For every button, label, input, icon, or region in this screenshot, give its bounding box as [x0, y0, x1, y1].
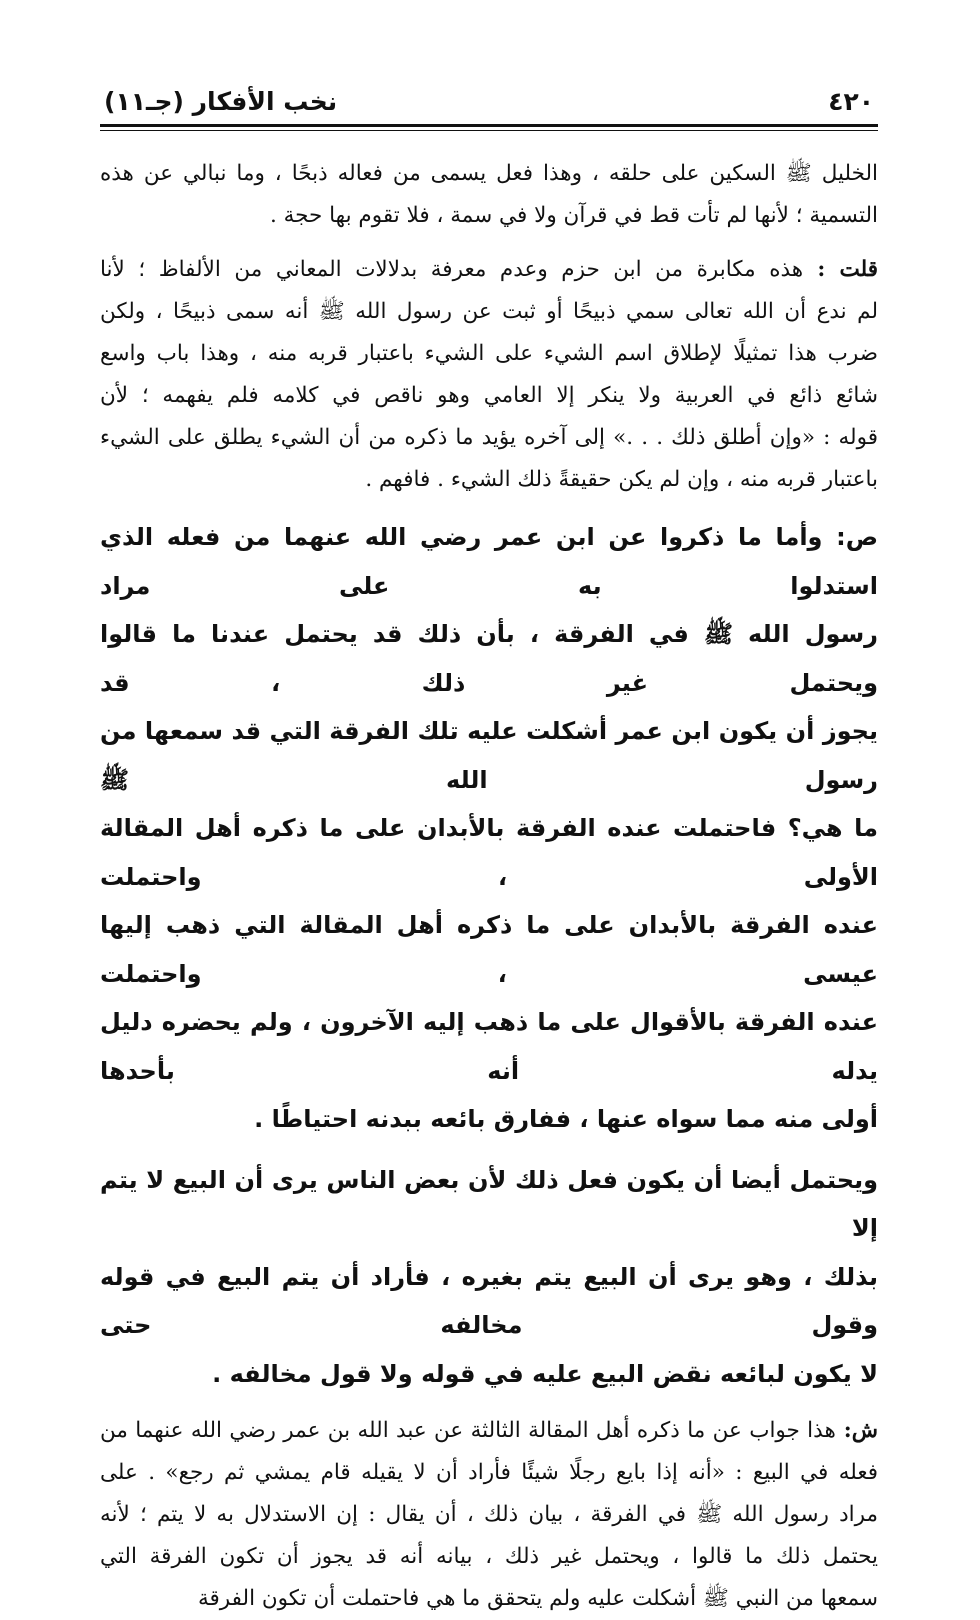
text-line: [100, 249, 878, 291]
text-line: [100, 1536, 878, 1578]
line-text: شائع ذائع في العربية ولا ينكر إلا العامي وهو ناقص في كلامه فلم يفهمه ؛ لأن: [100, 383, 878, 408]
line-text: ما هي؟ فاحتملت عنده الفرقة بالأبدان على ما ذكره أهل المقالة الأولى ، واحتملت: [100, 814, 878, 891]
running-header: [100, 70, 878, 122]
text-line: [100, 901, 878, 998]
text-line: [100, 1095, 878, 1144]
line-text: الخليل ﷺ السكين على حلقه ، وهذا فعل يسمى من فعاله ذبحًا ، وما نبالي عن هذه: [100, 161, 878, 186]
paragraph: [100, 153, 878, 237]
line-text: مراد رسول الله ﷺ في الفرقة ، بيان ذلك ، أن يقال : إن الاستدلال به لا يتم ؛ لأنه: [100, 1502, 878, 1527]
page-number: ٤٢٠: [828, 87, 874, 116]
line-text: قوله : «وإن أطلق ذلك . . .» إلى آخره يؤيد ما ذكره من أن الشيء يطلق على الشيء: [100, 425, 878, 450]
paragraph-gap: [100, 1148, 878, 1156]
paragraph-lead: قلت :: [803, 257, 878, 282]
book-title: نخب الأفكار (جـ١١): [104, 87, 338, 116]
line-text: أولى منه مما سواه عنها ، ففارق بائعه ببدنه احتياطًا .: [254, 1105, 878, 1133]
line-text: التسمية ؛ لأنها لم تأت قط في قرآن ولا في سمة ، فلا تقوم بها حجة .: [269, 203, 878, 228]
paragraph-gap: [100, 1402, 878, 1410]
text-line: [100, 1410, 878, 1452]
header-rule-thin: [100, 130, 878, 131]
text-line: [100, 153, 878, 195]
line-text: هذا جواب عن ما ذكره أهل المقالة الثالثة عن عبد الله بن عمر رضي الله عنهما من: [100, 1418, 836, 1443]
text-line: [100, 707, 878, 804]
line-text: باعتبار قربه منه ، وإن لم يكن حقيقةً ذلك الشيء . فافهم .: [365, 467, 878, 492]
line-text: بذلك ، وهو يرى أن البيع يتم بغيره ، فأراد أن يتم البيع في قوله وقول مخالفه حتى: [100, 1262, 878, 1339]
text-line: [100, 1452, 878, 1494]
text-line: [100, 333, 878, 375]
paragraph-gap: [100, 241, 878, 249]
line-text: عنده الفرقة بالأقوال على ما ذهب إليه الآخرون ، ولم يحضره دليل يدله أنه بأحدها: [100, 1008, 878, 1085]
line-text: يحتمل ذلك ما قالوا ، ويحتمل غير ذلك ، بيانه أنه قد يجوز أن تكون الفرقة التي: [100, 1544, 878, 1569]
paragraph: [100, 1410, 878, 1620]
paragraph: [100, 249, 878, 501]
paragraph-lead: ص:: [822, 523, 878, 551]
text-line: [100, 610, 878, 707]
paragraph: [100, 1156, 878, 1399]
paragraph: [100, 513, 878, 1144]
book-page: [100, 70, 878, 1611]
text-line: [100, 1350, 878, 1399]
text-line: [100, 1578, 878, 1620]
line-text: رسول الله ﷺ في الفرقة ، بأن ذلك قد يحتمل عندنا ما قالوا ويحتمل غير ذلك ، قد: [100, 620, 878, 697]
paragraph-lead: ش:: [835, 1418, 878, 1443]
text-line: [100, 195, 878, 237]
text-line: [100, 1494, 878, 1536]
header-rule-thick: [100, 124, 878, 127]
line-text: هذه مكابرة من ابن حزم وعدم معرفة بدلالات المعاني من الألفاظ ؛ لأنا: [100, 257, 804, 282]
paragraph-gap: [100, 505, 878, 513]
text-line: [100, 804, 878, 901]
text-line: [100, 1156, 878, 1253]
text-line: [100, 998, 878, 1095]
text-line: [100, 459, 878, 501]
page-body: [100, 153, 878, 1620]
line-text: عنده الفرقة بالأبدان على ما ذكره أهل المقالة التي ذهب إليها عيسى ، واحتملت: [100, 911, 878, 988]
line-text: سمعها من النبي ﷺ أشكلت عليه ولم يتحقق ما هي فاحتملت أن تكون الفرقة: [197, 1586, 878, 1611]
line-text: فعله في البيع : «أنه إذا بايع رجلًا شيئًا فأراد أن لا يقيله قام يمشي ثم رجع» . على: [100, 1460, 878, 1485]
line-text: لم ندع أن الله تعالى سمي ذبيحًا أو ثبت عن رسول الله ﷺ أنه سمى ذبيحًا ، ولكن: [100, 299, 878, 324]
text-line: [100, 1253, 878, 1350]
text-line: [100, 417, 878, 459]
line-text: لا يكون لبائعه نقض البيع عليه في قوله ولا قول مخالفه .: [212, 1359, 878, 1388]
text-line: [100, 375, 878, 417]
text-line: [100, 291, 878, 333]
line-text: يجوز أن يكون ابن عمر أشكلت عليه تلك الفرقة التي قد سمعها من رسول الله ﷺ: [100, 717, 878, 794]
line-text: وأما ما ذكروا عن ابن عمر رضي الله عنهما من فعله الذي استدلوا به على مراد: [100, 523, 878, 600]
line-text: ضرب هذا تمثيلًا لإطلاق اسم الشيء على الشيء باعتبار قربه منه ، وهذا باب واسع: [100, 341, 878, 366]
text-line: [100, 513, 878, 610]
line-text: ويحتمل أيضا أن يكون فعل ذلك لأن بعض الناس يرى أن البيع لا يتم إلا: [100, 1165, 878, 1242]
